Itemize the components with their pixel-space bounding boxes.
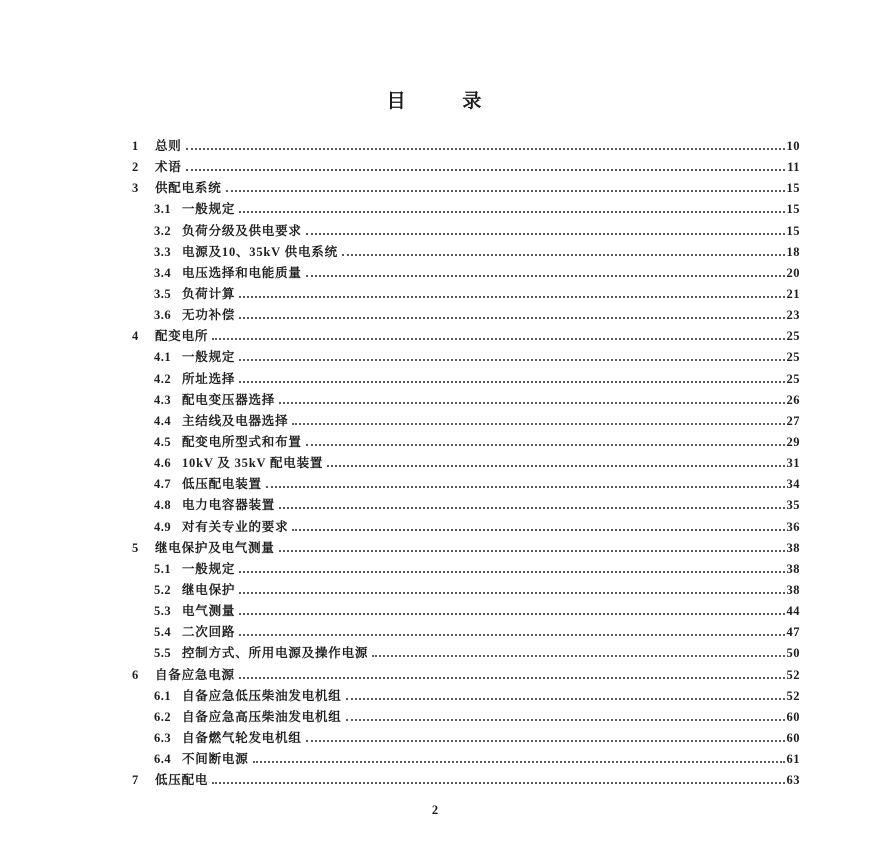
toc-entry: [132, 601, 800, 622]
entry-number: 3.3: [154, 244, 172, 259]
entry-title: 继电保护及电气测量: [155, 540, 275, 555]
entry-number: 3: [132, 181, 139, 196]
entry-number: 6.2: [154, 709, 172, 724]
dot-leader: [186, 148, 785, 150]
entry-page: 52: [786, 688, 800, 703]
dot-leader: [306, 740, 785, 742]
entry-page: 60: [786, 730, 800, 745]
entry-number: 4.6: [154, 456, 172, 471]
entry-page: 15: [786, 202, 800, 217]
entry-title: 自备应急高压柴油发电机组: [182, 709, 342, 724]
toc-entry: [132, 686, 800, 707]
entry-title: 无功补偿: [182, 308, 236, 323]
entry-page: 31: [786, 456, 800, 471]
footer-page-number: 2: [431, 803, 439, 817]
entry-number: 4.8: [154, 498, 172, 513]
toc-entry: [132, 665, 800, 686]
dot-leader: [239, 677, 785, 679]
entry-title: 术语: [155, 160, 182, 175]
dot-leader: [279, 507, 784, 509]
entry-title: 电力电容器装置: [182, 498, 276, 513]
toc-entry: [132, 347, 800, 368]
dot-leader: [327, 465, 784, 467]
toc-entry: [132, 411, 800, 432]
entry-title: 供配电系统: [155, 181, 222, 196]
dot-leader: [279, 550, 785, 552]
entry-number: 5.3: [154, 604, 172, 619]
entry-number: 5.5: [154, 646, 172, 661]
toc-entry: [132, 263, 800, 284]
entry-title: 一般规定: [182, 202, 236, 217]
entry-page: 36: [786, 519, 800, 534]
toc-entry: [132, 622, 800, 643]
dot-leader: [239, 211, 784, 213]
toc-entry: [132, 326, 800, 347]
entry-page: 23: [786, 308, 800, 323]
entry-page: 38: [786, 582, 800, 597]
entry-title: 总则: [155, 139, 182, 153]
entry-number: 4.4: [154, 413, 172, 428]
dot-leader: [346, 719, 785, 721]
page-title: 目 录: [386, 91, 484, 112]
dot-leader: [239, 317, 784, 319]
dot-leader: [239, 359, 784, 361]
entry-title: 一般规定: [182, 350, 236, 365]
dot-leader: [186, 169, 786, 171]
entry-page: 26: [786, 392, 800, 407]
entry-title: 电源及10、35kV 供电系统: [182, 244, 338, 259]
entry-number: 1: [132, 139, 139, 153]
entry-number: 5.2: [154, 582, 172, 597]
entry-number: 6: [132, 667, 139, 682]
entry-title: 配电变压器选择: [182, 392, 276, 407]
toc-entry: [132, 728, 800, 749]
entry-page: 47: [786, 625, 800, 640]
entry-number: 4.2: [154, 371, 172, 386]
entry-page: 15: [786, 223, 800, 238]
toc-entry: [132, 517, 800, 538]
entry-page: 21: [786, 286, 800, 301]
toc-entry: [132, 453, 800, 474]
entry-number: 5.1: [154, 561, 172, 576]
entry-page: 20: [786, 265, 800, 280]
entry-page: 25: [786, 350, 800, 365]
entry-number: 3.4: [154, 265, 172, 280]
entry-title: 控制方式、所用电源及操作电源: [182, 646, 369, 661]
entry-title: 主结线及电器选择: [182, 413, 289, 428]
entry-number: 5.4: [154, 625, 172, 640]
toc-entry: [132, 369, 800, 390]
toc-entry: [132, 538, 800, 559]
entry-title: 所址选择: [182, 371, 236, 386]
toc-entry: [132, 242, 800, 263]
entry-title: 继电保护: [182, 582, 236, 597]
toc-entry: [132, 305, 800, 326]
dot-leader: [253, 761, 785, 763]
entry-title: 自备应急电源: [155, 667, 235, 682]
toc-entry: [132, 770, 800, 791]
dot-leader: [306, 233, 785, 235]
entry-title: 电压选择和电能质量: [182, 265, 302, 280]
entry-number: 6.4: [154, 752, 172, 767]
entry-page: 63: [786, 773, 800, 788]
entry-page: 15: [786, 181, 800, 196]
entry-page: 11: [787, 160, 800, 175]
toc-entry: [132, 580, 800, 601]
entry-page: 50: [786, 646, 800, 661]
entry-title: 对有关专业的要求: [182, 519, 289, 534]
toc-entry: [132, 559, 800, 580]
entry-title: 自备燃气轮发电机组: [182, 730, 302, 745]
dot-leader: [239, 381, 784, 383]
toc-entry: [132, 390, 800, 411]
entry-title: 10kV 及 35kV 配电装置: [182, 456, 324, 471]
toc-entry: [132, 284, 800, 305]
toc-entry: [132, 432, 800, 453]
dot-leader: [239, 571, 784, 573]
dot-leader: [212, 338, 784, 340]
entry-page: 38: [786, 561, 800, 576]
dot-leader: [279, 402, 784, 404]
dot-leader: [372, 655, 784, 657]
entry-page: 18: [786, 244, 800, 259]
entry-page: 35: [786, 498, 800, 513]
dot-leader: [292, 529, 784, 531]
dot-leader: [342, 254, 785, 256]
entry-number: 3.2: [154, 223, 172, 238]
entry-number: 4: [132, 329, 139, 344]
toc-entry: [132, 643, 800, 664]
entry-title: 配变电所型式和布置: [182, 434, 302, 449]
entry-title: 二次回路: [182, 625, 236, 640]
toc-list: [132, 136, 800, 791]
entry-page: 52: [786, 667, 800, 682]
entry-number: 4.3: [154, 392, 172, 407]
entry-number: 4.7: [154, 477, 172, 492]
toc-entry: [132, 199, 800, 220]
toc-entry: [132, 474, 800, 495]
entry-page: 38: [786, 540, 800, 555]
entry-title: 负荷计算: [182, 286, 236, 301]
entry-number: 5: [132, 540, 139, 555]
dot-leader: [239, 592, 784, 594]
entry-title: 低压配电: [155, 773, 209, 788]
entry-number: 6.1: [154, 688, 172, 703]
entry-page: 34: [786, 477, 800, 492]
entry-number: 7: [132, 773, 139, 788]
dot-leader: [266, 486, 785, 488]
toc-entry: [132, 707, 800, 728]
dot-leader: [306, 444, 785, 446]
dot-leader: [226, 190, 785, 192]
entry-number: 3.5: [154, 286, 172, 301]
entry-number: 3.1: [154, 202, 172, 217]
entry-title: 低压配电装置: [182, 477, 262, 492]
entry-title: 一般规定: [182, 561, 236, 576]
dot-leader: [212, 782, 784, 784]
dot-leader: [239, 634, 784, 636]
entry-number: 4.5: [154, 434, 172, 449]
entry-number: 4.1: [154, 350, 172, 365]
entry-title: 自备应急低压柴油发电机组: [182, 688, 342, 703]
dot-leader: [239, 613, 784, 615]
entry-number: 2: [132, 160, 139, 175]
entry-page: 61: [786, 752, 800, 767]
dot-leader: [306, 275, 785, 277]
entry-number: 6.3: [154, 730, 172, 745]
toc-entry: [132, 136, 800, 157]
entry-page: 29: [786, 434, 800, 449]
entry-page: 25: [786, 329, 800, 344]
toc-entry: [132, 178, 800, 199]
toc-entry: [132, 749, 800, 770]
entry-title: 配变电所: [155, 329, 209, 344]
entry-number: 4.9: [154, 519, 172, 534]
entry-page: 25: [786, 371, 800, 386]
toc-entry: [132, 495, 800, 516]
entry-title: 负荷分级及供电要求: [182, 223, 302, 238]
entry-page: 44: [786, 604, 800, 619]
toc-entry: [132, 157, 800, 178]
entry-page: 10: [786, 139, 800, 153]
entry-number: 3.6: [154, 308, 172, 323]
entry-title: 电气测量: [182, 604, 236, 619]
entry-page: 27: [786, 413, 800, 428]
entry-page: 60: [786, 709, 800, 724]
dot-leader: [346, 698, 785, 700]
dot-leader: [292, 423, 784, 425]
dot-leader: [239, 296, 784, 298]
toc-entry: [132, 221, 800, 242]
entry-title: 不间断电源: [182, 752, 249, 767]
